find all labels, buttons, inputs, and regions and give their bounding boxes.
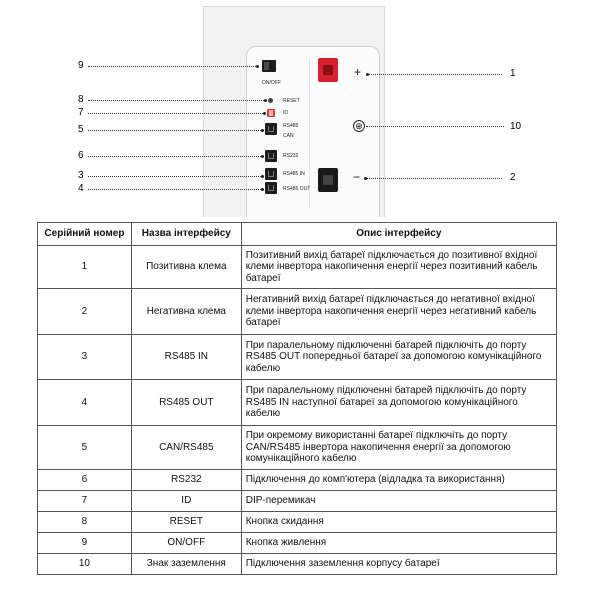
callout-3-line — [88, 176, 261, 177]
table-header-row — [38, 223, 557, 246]
callout-7-line — [88, 113, 263, 114]
callout-1-line — [366, 74, 502, 75]
row-interface-name: RESET — [131, 512, 241, 533]
row-number: 6 — [38, 470, 132, 491]
row-description: При паралельному підключенні батарей підключіть до порту RS485 IN наступної батареї за допомогою комунікаційного кабелю — [241, 380, 556, 426]
callout-3: 3 — [78, 170, 84, 181]
row-number: 8 — [38, 512, 132, 533]
callout-2-line — [364, 178, 502, 179]
header-interface-name: Назва інтерфейсу — [131, 223, 241, 246]
row-number: 7 — [38, 491, 132, 512]
row-interface-name: RS485 IN — [131, 335, 241, 380]
row-number: 1 — [38, 246, 132, 289]
table-row — [38, 470, 557, 491]
rs485-out-port[interactable] — [265, 182, 277, 194]
callout-4-dot — [261, 188, 264, 191]
row-interface-name: CAN/RS485 — [131, 426, 241, 470]
callout-9-line — [88, 66, 256, 67]
callout-5-line — [88, 130, 261, 131]
header-serial-number: Серійний номер — [38, 223, 132, 246]
positive-terminal[interactable] — [318, 58, 338, 82]
callout-6: 6 — [78, 150, 84, 161]
row-interface-name: Знак заземлення — [131, 554, 241, 575]
row-interface-name: RS485 OUT — [131, 380, 241, 426]
on-off-label: ON/OFF — [262, 80, 281, 86]
table-row — [38, 426, 557, 470]
row-number: 4 — [38, 380, 132, 426]
callout-5-dot — [261, 129, 264, 132]
row-interface-name: ID — [131, 491, 241, 512]
table-row — [38, 289, 557, 335]
ground-icon: ⊕ — [353, 120, 365, 132]
row-interface-name: Позитивна клема — [131, 246, 241, 289]
callout-9: 9 — [78, 60, 84, 71]
row-number: 3 — [38, 335, 132, 380]
rs485-label: RS485 — [283, 123, 299, 129]
id-label: ID — [283, 110, 288, 116]
callout-3-dot — [261, 175, 264, 178]
reset-label: RESET — [283, 98, 300, 104]
table-row — [38, 512, 557, 533]
callout-8: 8 — [78, 94, 84, 105]
row-description: Підключення заземлення корпусу батареї — [241, 554, 556, 575]
callout-6-line — [88, 156, 261, 157]
table-row — [38, 246, 557, 289]
rs485-in-label: RS485 IN — [283, 171, 305, 177]
row-number: 2 — [38, 289, 132, 335]
row-description: Кнопка скидання — [241, 512, 556, 533]
callout-8-line — [88, 100, 264, 101]
reset-button[interactable] — [268, 98, 273, 103]
row-number: 9 — [38, 533, 132, 554]
can-label: CAN — [283, 133, 294, 139]
callout-4: 4 — [78, 183, 84, 194]
negative-terminal[interactable] — [318, 168, 338, 192]
can-rs485-port[interactable] — [265, 123, 277, 135]
callout-2-dot — [364, 177, 367, 180]
row-description: Підключення до комп'ютера (відладка та використання) — [241, 470, 556, 491]
interface-table — [37, 222, 557, 575]
row-description: Позитивний вихід батареї підключається до позитивної вхідної клеми інвертора накопичення енергії через позитивний кабель батареї — [241, 246, 556, 289]
row-number: 5 — [38, 426, 132, 470]
rs232-port[interactable] — [265, 150, 277, 162]
table-row — [38, 533, 557, 554]
callout-4-line — [88, 189, 261, 190]
rs485-in-port[interactable] — [265, 168, 277, 180]
table-row — [38, 554, 557, 575]
positive-symbol: + — [354, 65, 362, 79]
row-interface-name: ON/OFF — [131, 533, 241, 554]
row-description: При окремому використанні батареї підключіть до порту CAN/RS485 інвертора накопичення енергії за допомогою комунікаційного кабелю — [241, 426, 556, 470]
callout-7: 7 — [78, 107, 84, 118]
callout-7-dot — [263, 112, 266, 115]
row-description: DIP-перемикач — [241, 491, 556, 512]
callout-10: 10 — [510, 121, 522, 132]
rs232-label: RS232 — [283, 153, 299, 159]
table-row — [38, 380, 557, 426]
row-description: Негативний вихід батареї підключається до негативної вхідної клеми інвертора накопичення енергії через негативний кабель батареї — [241, 289, 556, 335]
callout-1-dot — [366, 73, 369, 76]
rs485-out-label: RS485 OUT — [283, 186, 311, 192]
row-number: 10 — [38, 554, 132, 575]
header-interface-description: Опис інтерфейсу — [241, 223, 556, 246]
battery-panel-diagram — [0, 0, 600, 216]
callout-5: 5 — [78, 124, 84, 135]
callout-10-line — [366, 126, 504, 127]
callout-9-dot — [256, 65, 259, 68]
table-row — [38, 335, 557, 380]
callout-2: 2 — [510, 172, 516, 183]
row-description: Кнопка живлення — [241, 533, 556, 554]
callout-8-dot — [264, 99, 267, 102]
row-interface-name: RS232 — [131, 470, 241, 491]
callout-1: 1 — [510, 68, 516, 79]
row-interface-name: Негативна клема — [131, 289, 241, 335]
callout-6-dot — [261, 155, 264, 158]
row-description: При паралельному підключенні батарей підключіть до порту RS485 OUT попередньої батареї за допомогою комунікаційного кабелю — [241, 335, 556, 380]
table-row — [38, 491, 557, 512]
id-dip-switch[interactable] — [267, 109, 275, 117]
on-off-switch[interactable] — [262, 60, 276, 72]
negative-symbol: − — [353, 170, 361, 184]
